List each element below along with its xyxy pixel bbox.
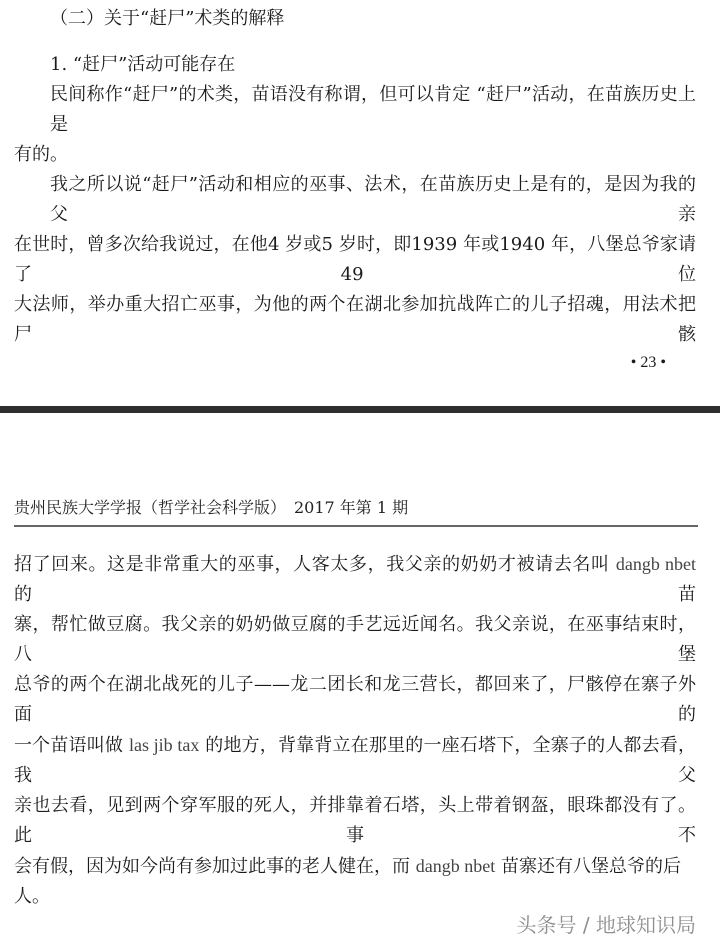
text: 苗寨还有八堡总爷的后人。 xyxy=(14,856,681,907)
header-rule xyxy=(14,525,698,527)
subsection-title: 1. “赶尸”活动可能存在 xyxy=(50,54,236,75)
text: 一个苗语叫做 xyxy=(14,735,129,756)
page-divider xyxy=(0,406,720,413)
paragraph-line: 寨，帮忙做豆腐。我父亲的奶奶做豆腐的手艺远近闻名。我父亲说，在巫事结束时，八堡 xyxy=(14,614,696,665)
paragraph-line: 亲也去看，见到两个穿军服的死人，并排靠着石塔，头上带着钢盔，眼珠都没有了。此事不 xyxy=(14,795,696,846)
top-page xyxy=(14,4,696,376)
text: 的苗 xyxy=(14,584,696,605)
miao-term: las jib tax xyxy=(129,735,200,755)
paragraph-line: 在世时，曾多次给我说过，在他4 岁或5 岁时，即1939 年或1940 年，八堡总爷家请了49 位 xyxy=(14,234,696,285)
text: 会有假，因为如今尚有参加过此事的老人健在，而 xyxy=(14,856,416,877)
text: 招了回来。这是非常重大的巫事，人客太多，我父亲的奶奶才被请去名叫 xyxy=(14,554,616,575)
miao-term: dangb nbet xyxy=(415,856,496,876)
running-header: 贵州民族大学学报（哲学社会科学版） 2017 年第 1 期 xyxy=(14,498,409,517)
watermark: 头条号 / 地球知识局 xyxy=(516,913,696,937)
page-number: • 23 • xyxy=(630,354,666,371)
paragraph-line: 我之所以说“赶尸”活动和相应的巫事、法术，在苗族历史上是有的，是因为我的父亲 xyxy=(50,174,696,225)
text: 的地方，背靠背立在那里的一座石塔下，全寨子的人都去看，我父 xyxy=(14,735,696,786)
paragraph-line: 有的。 xyxy=(14,144,68,165)
paragraph-line xyxy=(14,851,696,912)
paragraph-line xyxy=(14,730,696,791)
paragraph-line: 总爷的两个在湖北战死的儿子——龙二团长和龙三营长，都回来了，尸骸停在寨子外面的 xyxy=(14,674,696,725)
paragraph-line: 大法师，举办重大招亡巫事，为他的两个在湖北参加抗战阵亡的儿子招魂，用法术把尸骸 xyxy=(14,294,696,345)
bottom-page xyxy=(14,497,696,938)
section-title: （二）关于“赶尸”术类的解释 xyxy=(50,8,285,29)
paragraph-line: 民间称作“赶尸”的术类，苗语没有称谓，但可以肯定 “赶尸”活动，在苗族历史上是 xyxy=(50,84,696,135)
paragraph-line xyxy=(14,549,696,610)
miao-term: dangb nbet xyxy=(615,554,696,574)
